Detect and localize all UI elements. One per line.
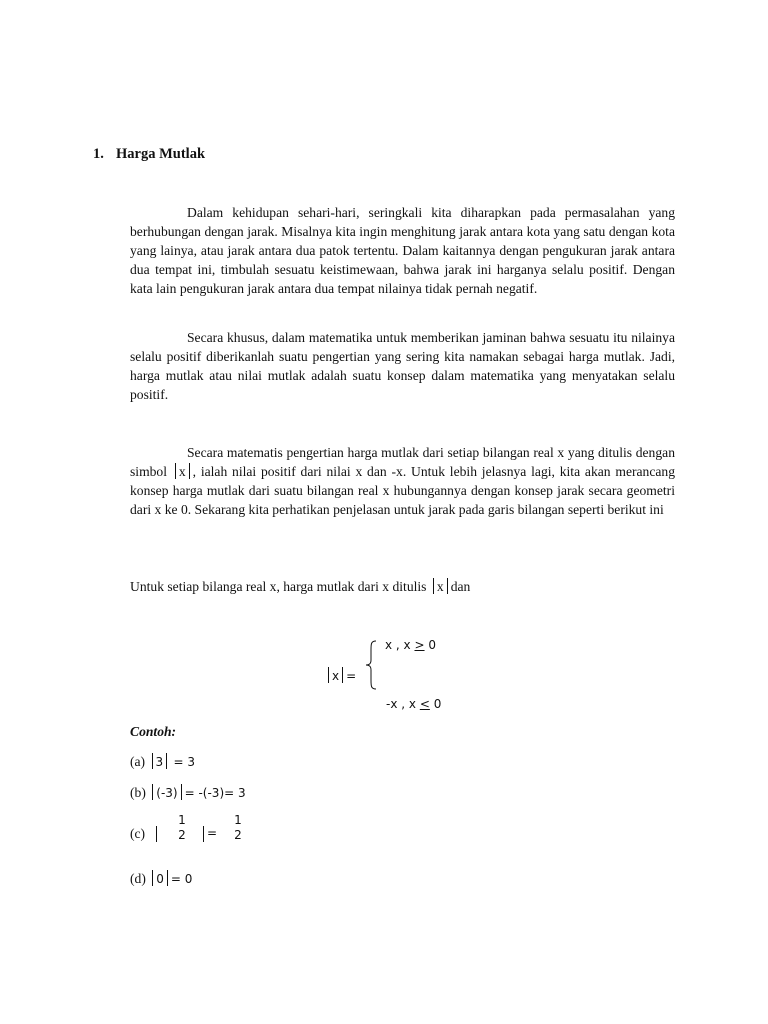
- example-b: [130, 784, 246, 801]
- example-c-result-denominator: 2: [234, 828, 242, 842]
- case-2-operator: <: [419, 697, 430, 711]
- example-b-inner: (-3): [156, 786, 178, 800]
- definition-line: [130, 578, 470, 595]
- example-c-bar-right: [203, 826, 204, 842]
- case-2-expr: -x , x: [386, 697, 416, 711]
- definition-after: dan: [450, 579, 471, 594]
- example-d-label: (d): [130, 871, 146, 886]
- example-d-bar-left: [152, 870, 153, 886]
- piecewise-lhs: [325, 667, 356, 683]
- definition-abs-bar-left: [433, 578, 434, 594]
- example-a-inner: 3: [155, 755, 164, 769]
- definition-symbol: x: [436, 579, 444, 594]
- paragraph-1: Dalam kehidupan sehari-hari, seringkali kita diharapkan pada permasalahan yang berhubungan dengan jarak. Misalnya kita ingin menghitung jarak antara kota yang satu dengan kota yang lainya, atau jarak antara dua patok tertentu. Dalam kaitannya dengan pengukuran jarak antara dua tempat ini, timbulah sesuatu keistimewaan, bahwa jarak ini harganya selalu positif. Dengan kata lain pengukuran jarak antara dua tempat nilainya tidak pernah negatif.: [130, 205, 675, 296]
- example-d-bar-right: [167, 870, 168, 886]
- example-b-result: = -(-3)= 3: [184, 786, 246, 800]
- paragraph-3: [130, 443, 675, 519]
- example-a-bar-left: [152, 753, 153, 769]
- example-c-result-fraction: [231, 813, 245, 843]
- example-a: [130, 753, 195, 770]
- paragraph-3-after: , ialah nilai positif dari nilai x dan -x. Untuk lebih jelasnya lagi, kita akan merancang konsep harga mutlak dari suatu bilangan real x hubungannya dengan konsep jarak secara geometri dari x ke 0. Sekarang kita perhatikan penjelasan untuk jarak pada garis bilangan seperti berikut ini: [130, 464, 675, 517]
- lhs-symbol: x: [332, 669, 340, 683]
- example-a-label: (a): [130, 754, 146, 769]
- example-a-bar-right: [166, 753, 167, 769]
- abs-symbol: x: [178, 464, 186, 479]
- section-title: Harga Mutlak: [116, 146, 206, 162]
- case-1-operator: >: [414, 638, 425, 652]
- lhs-abs-bar-right: [342, 667, 343, 683]
- example-c-label: (c): [130, 826, 146, 841]
- definition-abs-bar-right: [447, 578, 448, 594]
- lhs-abs-bar-left: [328, 667, 329, 683]
- example-d: [130, 870, 192, 887]
- example-b-bar-left: [152, 784, 153, 800]
- piecewise-case-2: [386, 697, 441, 711]
- example-b-label: (b): [130, 785, 146, 800]
- definition-text: Untuk setiap bilanga real x, harga mutlak dari x ditulis: [130, 579, 427, 594]
- section-number: 1.: [93, 146, 104, 162]
- example-c-bar-left: [156, 826, 157, 842]
- example-c-result-numerator: 1: [234, 813, 242, 827]
- example-b-bar-right: [181, 784, 182, 800]
- example-c-denominator: 2: [178, 828, 186, 842]
- paragraph-3-before: Secara matematis pengertian harga mutlak dari setiap bilangan real x yang ditulis dengan simbol: [130, 445, 675, 479]
- abs-bar-right: [189, 463, 190, 479]
- example-c-equals: =: [207, 826, 218, 840]
- lhs-equals: =: [346, 669, 357, 683]
- example-c-numerator: 1: [178, 813, 186, 827]
- example-d-result: = 0: [170, 872, 193, 886]
- example-c-fraction: [175, 813, 189, 843]
- paragraph-2: Secara khusus, dalam matematika untuk memberikan jaminan bahwa sesuatu itu nilainya selalu positif diberikanlah suatu pengertian yang sering kita namakan sebagai harga mutlak. Jadi, harga mutlak atau nilai mutlak adalah suatu konsep dalam matematika yang menyatakan selalu positif.: [130, 330, 675, 402]
- example-a-result: = 3: [173, 755, 196, 769]
- case-1-rhs: 0: [428, 638, 437, 652]
- abs-bar-left: [175, 463, 176, 479]
- examples-heading: Contoh:: [130, 724, 177, 739]
- piecewise-case-1: [385, 638, 436, 652]
- example-d-inner: 0: [156, 872, 164, 886]
- case-2-rhs: 0: [433, 697, 442, 711]
- case-1-expr: x , x: [385, 638, 411, 652]
- section-heading: [93, 146, 205, 163]
- curly-brace: [364, 640, 378, 690]
